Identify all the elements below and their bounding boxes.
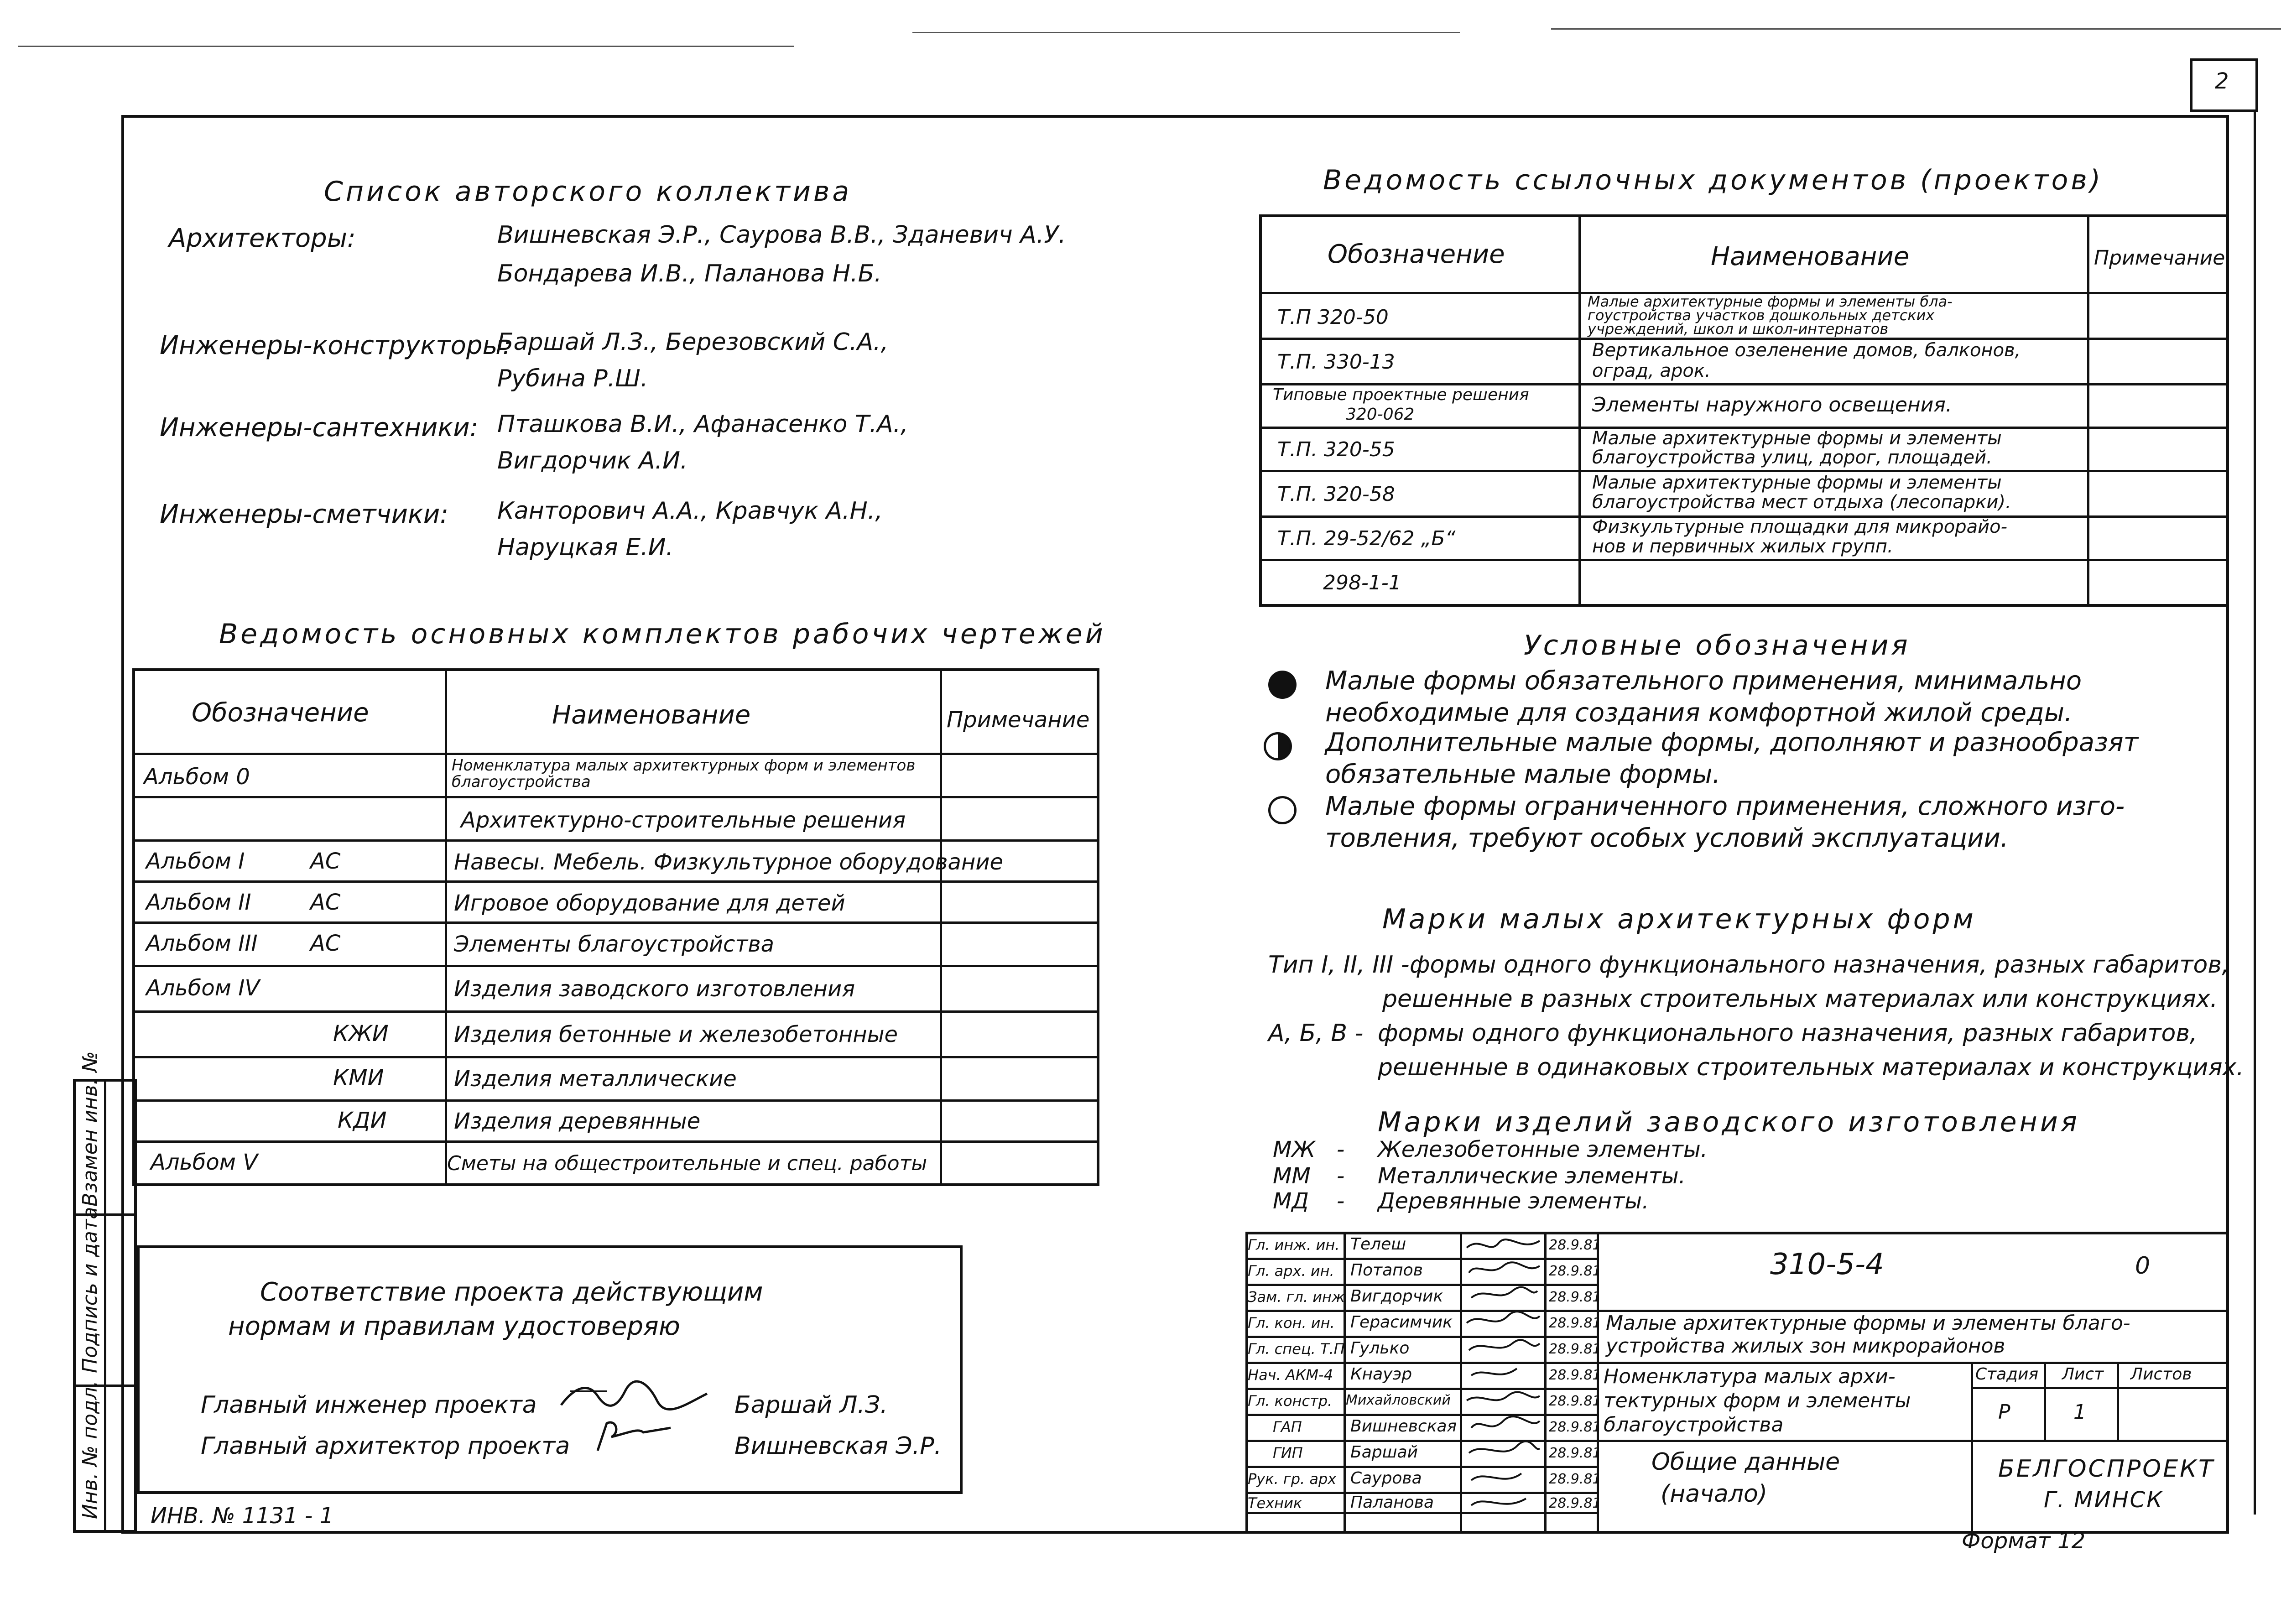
row-mark: КЖИ (333, 1021, 389, 1046)
scan-noise-line (1551, 28, 2281, 30)
tb-person: Паланова (1350, 1493, 1434, 1512)
legend-text: обязательные малые формы. (1325, 760, 1721, 789)
tb-date: 28.9.81 (1549, 1263, 1601, 1279)
row-code: Альбом IV (146, 975, 260, 1001)
tb-date: 28.9.81 (1549, 1495, 1601, 1511)
tb-sheet-name-line3: благоустройства (1604, 1413, 1784, 1437)
half-circle-icon (1264, 732, 1292, 760)
sheet-number: 2 (2215, 68, 2229, 94)
table-header-line (132, 753, 1099, 755)
tb-doc-title-line1: Общие данные (1651, 1448, 1840, 1476)
ref-code: Т.П. 320-55 (1277, 438, 1395, 461)
ref-name: Малые архитектурные формы и элементы бла- (1588, 293, 1953, 310)
author-names: Вигдорчик А.И. (497, 447, 688, 474)
marks-title: Марки малых архитектурных форм (1382, 903, 1976, 935)
row-name: Изделия бетонные и железобетонные (454, 1022, 898, 1047)
tb-person: Вигдорчик (1350, 1287, 1443, 1306)
tb-role: ГАП (1273, 1418, 1302, 1436)
tb-person: Телеш (1350, 1235, 1406, 1254)
tb-date: 28.9.81 (1549, 1393, 1601, 1409)
table-col-line (445, 668, 447, 1186)
author-role: Инженеры-конструкторы: (160, 331, 511, 360)
legend-text: товления, требуют особых условий эксплуатации. (1325, 823, 2009, 853)
tb-person: Гулько (1350, 1339, 1410, 1358)
ref-code: 298-1-1 (1323, 571, 1401, 594)
factory-mark-dash: - (1337, 1188, 1345, 1214)
row-name: Изделия деревянные (454, 1109, 701, 1134)
tb-role: Гл. спец. Т.П (1248, 1340, 1345, 1358)
author-role: Инженеры-сметчики: (160, 500, 449, 529)
factory-mark-key: ММ (1273, 1163, 1311, 1189)
tb-sheet-name-line1: Номенклатура малых архи- (1604, 1365, 1896, 1388)
tb-sheets-label: Листов (2130, 1365, 2192, 1384)
factory-mark-key: МЖ (1273, 1137, 1316, 1162)
table-row-line (132, 1056, 1099, 1058)
chief-engineer-signature (557, 1378, 712, 1419)
side-stamp-inv: Инв. № подл. (78, 1380, 102, 1519)
tb-line (2117, 1362, 2119, 1440)
main-sets-header-note: Примечание (947, 707, 1090, 733)
legend-text: необходимые для создания комфортной жилой среды. (1325, 698, 2073, 728)
ref-name: нов и первичных жилых групп. (1592, 536, 1893, 557)
chief-engineer-label: Главный инженер проекта (201, 1391, 537, 1419)
tb-doc-title-line2: (начало) (1661, 1480, 1768, 1508)
tb-person: Герасимчик (1350, 1313, 1453, 1332)
row-mark: АС (310, 848, 341, 874)
side-stamp-replace: Взамен инв. № (78, 1051, 102, 1207)
tb-line (1344, 1232, 1346, 1534)
marks-text: формы одного функционального назначения, разных габаритов, (1378, 1020, 2198, 1047)
ref-name: гоустройства участков дошкольных детских (1588, 307, 1935, 324)
chief-architect-label: Главный архитектор проекта (201, 1432, 570, 1460)
tb-role: Гл. инж. ин. (1248, 1236, 1340, 1254)
tb-role: Нач. АКМ-4 (1248, 1366, 1333, 1384)
marks-text: формы одного функционального назначения, разных габаритов, (1410, 951, 2229, 979)
tb-date: 28.9.81 (1549, 1341, 1601, 1357)
row-name: Навесы. Мебель. Физкультурное оборудование (454, 849, 1004, 875)
ref-code2: 320-062 (1346, 405, 1415, 424)
row-name: Номенклатура малых архитектурных форм и элементов благоустройства (452, 756, 916, 791)
tb-line (1971, 1362, 1973, 1440)
format-label: Формат 12 (1962, 1528, 2086, 1554)
tb-person: Вишневская (1350, 1417, 1457, 1436)
tb-person: Кнауэр (1350, 1365, 1412, 1384)
main-sets-title: Ведомость основных комплектов рабочих чертежей (219, 618, 1106, 650)
factory-mark-dash: - (1337, 1163, 1345, 1189)
scan-noise-line (912, 32, 1460, 33)
tb-role: Техник (1248, 1494, 1302, 1512)
tb-role: Зам. гл. инж (1248, 1288, 1345, 1306)
factory-mark-text: Металлические элементы. (1378, 1163, 1686, 1189)
row-code: Альбом III (146, 931, 258, 956)
marks-key: Тип I, II, III - (1268, 951, 1410, 979)
factory-mark-dash: - (1337, 1137, 1345, 1162)
tb-project-line1: Малые архитектурные формы и элементы благо- (1606, 1312, 2130, 1335)
tb-sheet-label: Лист (2062, 1365, 2104, 1384)
factory-mark-text: Деревянные элементы. (1378, 1188, 1649, 1214)
title-block-signatures (1462, 1234, 1544, 1530)
author-names: Пташкова В.И., Афанасенко Т.А., (497, 411, 908, 438)
row-name: Архитектурно-строительные решения (461, 807, 906, 833)
ref-code: Т.П. 29-52/62 „Б“ (1277, 527, 1456, 550)
scan-noise-line (18, 46, 794, 47)
main-sets-header-code: Обозначение (192, 698, 369, 728)
inventory-number: ИНВ. № 1131 - 1 (151, 1503, 334, 1529)
factory-marks-title: Марки изделий заводского изготовления (1378, 1106, 2080, 1138)
tb-person: Михайловский (1346, 1392, 1451, 1408)
chief-architect-name: Вишневская Э.Р. (734, 1432, 942, 1460)
tb-date: 28.9.81 (1549, 1419, 1601, 1435)
ref-name: Элементы наружного освещения. (1592, 393, 1952, 416)
ref-docs-title: Ведомость ссылочных документов (проектов) (1323, 164, 2104, 196)
ref-header-code: Обозначение (1328, 239, 1505, 269)
row-name: Сметы на общестроительные и спец. работы (447, 1152, 927, 1175)
side-stamp-sign: Подпись и дата (78, 1207, 102, 1373)
author-names: Наруцкая Е.И. (497, 534, 674, 561)
ref-col-line (2087, 214, 2089, 607)
row-code: Альбом 0 (144, 764, 250, 790)
certification-line1: Соответствие проекта действующим (260, 1277, 763, 1307)
author-role: Архитекторы: (169, 224, 356, 253)
tb-date: 28.9.81 (1549, 1289, 1601, 1305)
ref-name: оград, арок. (1592, 360, 1711, 381)
ref-name: Малые архитектурные формы и элементы (1592, 472, 2002, 493)
author-names: Вишневская Э.Р., Саурова В.В., Зданевич А.У. (497, 221, 1066, 249)
tb-person: Потапов (1350, 1261, 1423, 1280)
tb-org-line1: БЕЛГОСПРОЕКТ (1998, 1455, 2215, 1483)
row-code: Альбом V (151, 1150, 258, 1175)
tb-role: Гл. арх. ин. (1248, 1262, 1334, 1280)
author-names: Бондарева И.В., Паланова Н.Б. (497, 260, 882, 287)
ref-header-note: Примечание (2094, 246, 2225, 270)
ref-col-line (1578, 214, 1581, 607)
ref-header-name: Наименование (1711, 242, 1910, 271)
marks-text: решенные в разных строительных материалах или конструкциях. (1382, 985, 2218, 1013)
row-code: Альбом I (146, 848, 245, 874)
ref-code: Т.П. 330-13 (1277, 350, 1395, 374)
marks-text: решенные в одинаковых строительных материалах и конструкциях. (1378, 1054, 2244, 1081)
right-margin-line (2254, 109, 2256, 1515)
tb-role: Гл. кон. ин. (1248, 1314, 1335, 1332)
table-row-line (132, 880, 1099, 883)
tb-line (1971, 1440, 1973, 1534)
main-sets-header-name: Наименование (552, 700, 751, 730)
ref-name: учреждений, школ и школ-интернатов (1588, 320, 1889, 338)
table-row-line (132, 921, 1099, 924)
tb-line (2044, 1362, 2046, 1440)
tb-line (1245, 1362, 2229, 1364)
certification-line2: нормам и правилам удостоверяю (228, 1312, 680, 1341)
tb-code: 310-5-4 (1770, 1248, 1884, 1281)
tb-line (1544, 1232, 1547, 1534)
author-role: Инженеры-сантехники: (160, 413, 479, 442)
tb-revision: 0 (2135, 1252, 2151, 1280)
ref-code: Т.П 320-50 (1277, 306, 1389, 329)
tb-role: Рук. гр. арх (1248, 1470, 1337, 1488)
row-code: Альбом II (146, 890, 251, 915)
tb-role: ГИП (1273, 1444, 1303, 1462)
table-row-line (132, 796, 1099, 798)
author-names: Рубина Р.Ш. (497, 365, 648, 392)
table-row-line (132, 1010, 1099, 1013)
legend-text: Дополнительные малые формы, дополняют и разнообразят (1325, 728, 2139, 757)
tb-role: Гл. констр. (1248, 1392, 1333, 1410)
authors-title: Список авторского коллектива (324, 176, 852, 208)
row-mark: АС (310, 890, 341, 915)
chief-architect-signature (588, 1414, 680, 1455)
chief-engineer-name: Баршай Л.З. (734, 1391, 888, 1419)
legend-text: Малые формы обязательного применения, минимально (1325, 666, 2082, 696)
author-names: Баршай Л.З., Березовский С.А., (497, 328, 889, 356)
tb-project-line2: устройства жилых зон микрорайонов (1606, 1334, 2005, 1358)
tb-stage-label: Стадия (1975, 1365, 2039, 1384)
factory-mark-key: МД (1273, 1188, 1309, 1214)
ref-name: Малые архитектурные формы и элементы (1592, 428, 2002, 449)
ref-name: благоустройства мест отдыха (лесопарки). (1592, 492, 2011, 513)
side-stamp-line (104, 1079, 106, 1533)
table-row-line (132, 839, 1099, 842)
row-name: Изделия заводского изготовления (454, 976, 855, 1002)
tb-person: Саурова (1350, 1469, 1422, 1488)
legend-title: Условные обозначения (1524, 630, 1911, 661)
ref-row-line (1259, 559, 2229, 561)
row-name: Изделия металлические (454, 1066, 737, 1092)
tb-stage: Р (1998, 1400, 2010, 1424)
tb-sheet-name-line2: тектурных форм и элементы (1604, 1389, 1911, 1412)
tb-date: 28.9.81 (1549, 1315, 1601, 1331)
ref-code: Т.П. 320-58 (1277, 483, 1395, 506)
row-name: Элементы благоустройства (454, 932, 775, 957)
tb-sheet: 1 (2073, 1400, 2086, 1424)
table-row-line (132, 1140, 1099, 1143)
ref-name: Физкультурные площадки для микрорайо- (1592, 516, 2007, 537)
tb-person: Баршай (1350, 1443, 1418, 1462)
tb-date: 28.9.81 (1549, 1445, 1601, 1461)
marks-key: А, Б, В - (1268, 1020, 1364, 1047)
tb-date: 28.9.81 (1549, 1367, 1601, 1383)
table-row-line (132, 965, 1099, 967)
factory-mark-text: Железобетонные элементы. (1378, 1137, 1708, 1162)
row-mark: КМИ (333, 1065, 384, 1091)
tb-line (1245, 1440, 2229, 1442)
table-row-line (132, 1099, 1099, 1102)
ref-name: Вертикальное озеленение домов, балконов, (1592, 340, 2021, 361)
table-col-line (940, 668, 942, 1186)
author-names: Канторович А.А., Кравчук А.Н., (497, 497, 883, 525)
filled-circle-icon (1268, 671, 1297, 699)
tb-line (1971, 1387, 2229, 1389)
ref-name: благоустройства улиц, дорог, площадей. (1592, 447, 1992, 468)
row-mark: АС (310, 931, 341, 956)
legend-text: Малые формы ограниченного применения, сложного изго- (1325, 791, 2125, 821)
ref-code: Типовые проектные решения (1273, 385, 1529, 404)
row-mark: КДИ (338, 1108, 387, 1133)
empty-circle-icon (1268, 796, 1297, 824)
tb-org-line2: Г. МИНСК (2044, 1487, 2164, 1513)
row-name: Игровое оборудование для детей (454, 890, 845, 916)
tb-date: 28.9.81 (1549, 1471, 1601, 1487)
tb-date: 28.9.81 (1549, 1237, 1601, 1253)
